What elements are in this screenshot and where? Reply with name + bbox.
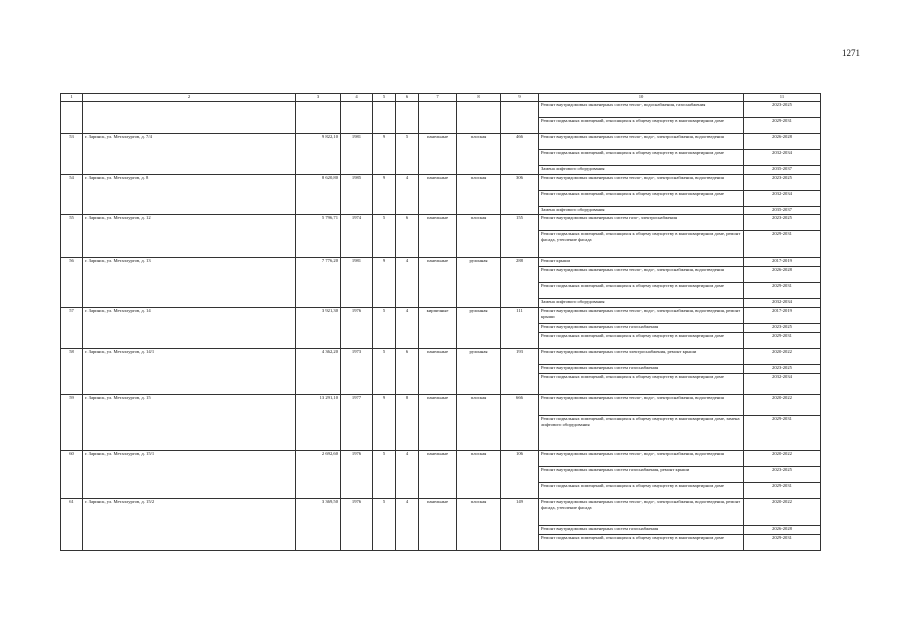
residents-cell: 288 <box>501 258 539 308</box>
roof-type-cell <box>457 102 501 134</box>
wall-material-cell: панельные <box>419 258 457 308</box>
work-period-cell: 2032-2034 <box>744 191 821 207</box>
table-row <box>61 134 821 150</box>
work-type-cell: Замена лифтового оборудования <box>539 166 744 175</box>
work-type-cell: Ремонт внутридомовых инженерных систем тепло-, водо-, электроснабжения, водоотведения <box>539 395 744 416</box>
entrances-cell: 4 <box>396 258 419 308</box>
row-number-cell: 60 <box>61 451 83 499</box>
address-cell: г. Заринск, ул. Металлургов, д. 13 <box>83 258 296 308</box>
work-type-cell: Замена лифтового оборудования <box>539 207 744 215</box>
work-period-cell: 2029-2031 <box>744 283 821 299</box>
table-row <box>61 258 821 267</box>
work-period-cell: 2029-2031 <box>744 333 821 349</box>
column-header: 4 <box>341 94 373 102</box>
work-period-cell: 2029-2031 <box>744 483 821 499</box>
column-header: 3 <box>296 94 341 102</box>
work-type-cell: Ремонт подвальных помещений, относящихся к общему имуществу в многоквартирном доме, ремонт фасада, утепление фасада <box>539 231 744 258</box>
roof-type-cell: плоская <box>457 175 501 215</box>
work-period-cell: 2023-2025 <box>744 467 821 483</box>
work-type-cell: Ремонт внутридомовых инженерных систем электроснабжения, ремонт крыши <box>539 349 744 365</box>
work-period-cell: 2035-2037 <box>744 207 821 215</box>
residents-cell: 666 <box>501 395 539 451</box>
area-cell: 7 776,20 <box>296 258 341 308</box>
work-type-cell: Ремонт крыши <box>539 258 744 267</box>
column-header: 7 <box>419 94 457 102</box>
address-cell: г. Заринск, ул. Металлургов, д. 14/1 <box>83 349 296 395</box>
residents-cell: 155 <box>501 215 539 258</box>
row-number-cell: 55 <box>61 215 83 258</box>
build-year-cell: 1976 <box>341 308 373 349</box>
entrances-cell <box>396 102 419 134</box>
work-type-cell: Ремонт внутридомовых инженерных систем газоснабжения <box>539 324 744 333</box>
column-header: 8 <box>457 94 501 102</box>
roof-type-cell: рулонная <box>457 308 501 349</box>
area-cell: 13 291,10 <box>296 395 341 451</box>
area-cell: 2 692,60 <box>296 451 341 499</box>
floors-cell: 5 <box>373 499 396 551</box>
address-cell: г. Заринск, ул. Металлургов, д. 15/2 <box>83 499 296 551</box>
work-period-cell: 2035-2037 <box>744 166 821 175</box>
build-year-cell: 1974 <box>341 215 373 258</box>
row-number-cell: 53 <box>61 134 83 175</box>
work-period-cell: 2032-2034 <box>744 150 821 166</box>
work-type-cell: Ремонт внутридомовых инженерных систем газоснабжения, ремонт крыши <box>539 467 744 483</box>
work-type-cell: Ремонт внутридомовых инженерных систем тепло-, водо-, электроснабжения, водоотведения <box>539 451 744 467</box>
page-number: 1271 <box>842 48 860 58</box>
floors-cell: 5 <box>373 308 396 349</box>
wall-material-cell: панельные <box>419 134 457 175</box>
floors-cell <box>373 102 396 134</box>
area-cell: 9 822,10 <box>296 134 341 175</box>
wall-material-cell: панельные <box>419 215 457 258</box>
work-period-cell: 2023-2025 <box>744 175 821 191</box>
entrances-cell: 4 <box>396 499 419 551</box>
build-year-cell: 1976 <box>341 451 373 499</box>
build-year-cell: 1985 <box>341 175 373 215</box>
work-period-cell: 2029-2031 <box>744 118 821 134</box>
column-number-row <box>61 94 821 102</box>
housing-repair-table <box>60 93 821 551</box>
row-number-cell: 57 <box>61 308 83 349</box>
work-period-cell: 2029-2031 <box>744 535 821 551</box>
wall-material-cell: панельные <box>419 451 457 499</box>
roof-type-cell: рулонная <box>457 258 501 308</box>
address-cell: г. Заринск, ул. Металлургов, д. 12 <box>83 215 296 258</box>
table-row <box>61 175 821 191</box>
work-period-cell: 2020-2022 <box>744 451 821 467</box>
column-header: 6 <box>396 94 419 102</box>
build-year-cell <box>341 102 373 134</box>
address-cell <box>83 102 296 134</box>
wall-material-cell: панельные <box>419 395 457 451</box>
work-period-cell: 2017-2019 <box>744 258 821 267</box>
build-year-cell: 1973 <box>341 349 373 395</box>
work-period-cell: 2023-2025 <box>744 102 821 118</box>
work-period-cell: 2029-2031 <box>744 416 821 451</box>
floors-cell: 5 <box>373 215 396 258</box>
area-cell: 8 620,80 <box>296 175 341 215</box>
build-year-cell: 1976 <box>341 499 373 551</box>
work-type-cell: Ремонт подвальных помещений, относящихся к общему имуществу в многоквартирном доме <box>539 150 744 166</box>
floors-cell: 9 <box>373 175 396 215</box>
build-year-cell: 1977 <box>341 395 373 451</box>
work-type-cell: Ремонт внутридомовых инженерных систем тепло-, водо-, электроснабжения, водоотведения <box>539 175 744 191</box>
entrances-cell: 4 <box>396 308 419 349</box>
address-cell: г. Заринск, ул. Металлургов, д. 8 <box>83 175 296 215</box>
table-row <box>61 395 821 416</box>
area-cell: 4 362,20 <box>296 349 341 395</box>
work-type-cell: Ремонт внутридомовых инженерных систем тепло-, водо-, электроснабжения, водоотведения <box>539 134 744 150</box>
wall-material-cell: кирпичные <box>419 308 457 349</box>
work-type-cell: Ремонт внутридомовых инженерных систем тепло-, водо-, электроснабжения, водоотведения <box>539 267 744 283</box>
roof-type-cell: плоская <box>457 499 501 551</box>
work-period-cell: 2032-2034 <box>744 299 821 308</box>
address-cell: г. Заринск, ул. Металлургов, д. 15 <box>83 395 296 451</box>
floors-cell: 9 <box>373 134 396 175</box>
floors-cell: 5 <box>373 349 396 395</box>
floors-cell: 9 <box>373 395 396 451</box>
table-row <box>61 102 821 118</box>
wall-material-cell: панельные <box>419 349 457 395</box>
work-type-cell: Ремонт подвальных помещений, относящихся к общему имуществу в многоквартирном доме <box>539 283 744 299</box>
residents-cell: 466 <box>501 134 539 175</box>
work-type-cell: Ремонт внутридомовых инженерных систем газоснабжения <box>539 365 744 374</box>
row-number-cell: 61 <box>61 499 83 551</box>
work-type-cell: Ремонт подвальных помещений, относящихся к общему имуществу в многоквартирном доме <box>539 374 744 395</box>
roof-type-cell: рулонная <box>457 349 501 395</box>
column-header: 10 <box>539 94 744 102</box>
wall-material-cell: панельные <box>419 175 457 215</box>
row-number-cell: 56 <box>61 258 83 308</box>
column-header: 9 <box>501 94 539 102</box>
work-type-cell: Ремонт подвальных помещений, относящихся к общему имуществу в многоквартирном доме <box>539 191 744 207</box>
row-number-cell: 54 <box>61 175 83 215</box>
entrances-cell: 4 <box>396 451 419 499</box>
column-header: 1 <box>61 94 83 102</box>
work-period-cell: 2029-2031 <box>744 231 821 258</box>
area-cell <box>296 102 341 134</box>
work-period-cell: 2023-2025 <box>744 365 821 374</box>
table-row <box>61 499 821 526</box>
work-period-cell: 2032-2034 <box>744 374 821 395</box>
address-cell: г. Заринск, ул. Металлургов, д. 7/4 <box>83 134 296 175</box>
work-type-cell: Ремонт внутридомовых инженерных систем тепло-, водо-, электроснабжения, водоотведения, ремонт крыши <box>539 308 744 324</box>
residents-cell: 106 <box>501 451 539 499</box>
address-cell: г. Заринск, ул. Металлургов, д. 14 <box>83 308 296 349</box>
floors-cell: 9 <box>373 258 396 308</box>
table-row <box>61 451 821 467</box>
row-number-cell: 58 <box>61 349 83 395</box>
table-row <box>61 349 821 365</box>
entrances-cell: 6 <box>396 215 419 258</box>
residents-cell: 193 <box>501 349 539 395</box>
work-type-cell: Замена лифтового оборудования <box>539 299 744 308</box>
work-period-cell: 2026-2028 <box>744 526 821 535</box>
work-type-cell: Ремонт внутридомовых инженерных систем тепло-, водо-, электроснабжения, водоотведения, ремонт фасада, утепление фасада <box>539 499 744 526</box>
build-year-cell: 1981 <box>341 258 373 308</box>
entrances-cell: 5 <box>396 134 419 175</box>
entrances-cell: 6 <box>396 349 419 395</box>
work-period-cell: 2026-2028 <box>744 267 821 283</box>
area-cell: 3 369,50 <box>296 499 341 551</box>
roof-type-cell: плоская <box>457 215 501 258</box>
work-type-cell: Ремонт внутридомовых инженерных систем тепло-, водоснабжения, газоснабжения <box>539 102 744 118</box>
work-period-cell: 2017-2019 <box>744 308 821 324</box>
work-period-cell: 2026-2028 <box>744 134 821 150</box>
build-year-cell: 1981 <box>341 134 373 175</box>
entrances-cell: 4 <box>396 175 419 215</box>
work-period-cell: 2020-2022 <box>744 349 821 365</box>
roof-type-cell: плоская <box>457 451 501 499</box>
work-type-cell: Ремонт внутридомовых инженерных систем газо-, электроснабжения <box>539 215 744 231</box>
work-type-cell: Ремонт подвальных помещений, относящихся к общему имуществу в многоквартирном доме <box>539 333 744 349</box>
row-number-cell: 59 <box>61 395 83 451</box>
table-row <box>61 215 821 231</box>
area-cell: 3 921,30 <box>296 308 341 349</box>
column-header: 11 <box>744 94 821 102</box>
address-cell: г. Заринск, ул. Металлургов, д. 15/1 <box>83 451 296 499</box>
table-body <box>61 102 821 551</box>
work-period-cell: 2023-2025 <box>744 324 821 333</box>
residents-cell <box>501 102 539 134</box>
roof-type-cell: плоская <box>457 395 501 451</box>
work-type-cell: Ремонт внутридомовых инженерных систем газоснабжения <box>539 526 744 535</box>
work-type-cell: Ремонт подвальных помещений, относящихся к общему имуществу в многоквартирном доме <box>539 118 744 134</box>
residents-cell: 111 <box>501 308 539 349</box>
wall-material-cell: панельные <box>419 499 457 551</box>
residents-cell: 306 <box>501 175 539 215</box>
column-header: 2 <box>83 94 296 102</box>
column-header: 5 <box>373 94 396 102</box>
work-period-cell: 2023-2025 <box>744 215 821 231</box>
wall-material-cell <box>419 102 457 134</box>
work-period-cell: 2020-2022 <box>744 395 821 416</box>
work-type-cell: Ремонт подвальных помещений, относящихся к общему имуществу в многоквартирном доме <box>539 535 744 551</box>
residents-cell: 149 <box>501 499 539 551</box>
table-row <box>61 308 821 324</box>
floors-cell: 5 <box>373 451 396 499</box>
work-period-cell: 2020-2022 <box>744 499 821 526</box>
work-type-cell: Ремонт подвальных помещений, относящихся к общему имуществу в многоквартирном доме <box>539 483 744 499</box>
row-number-cell <box>61 102 83 134</box>
work-type-cell: Ремонт подвальных помещений, относящихся к общему имуществу в многоквартирном доме, замена лифтового оборудования <box>539 416 744 451</box>
area-cell: 5 796,71 <box>296 215 341 258</box>
roof-type-cell: плоская <box>457 134 501 175</box>
entrances-cell: 8 <box>396 395 419 451</box>
